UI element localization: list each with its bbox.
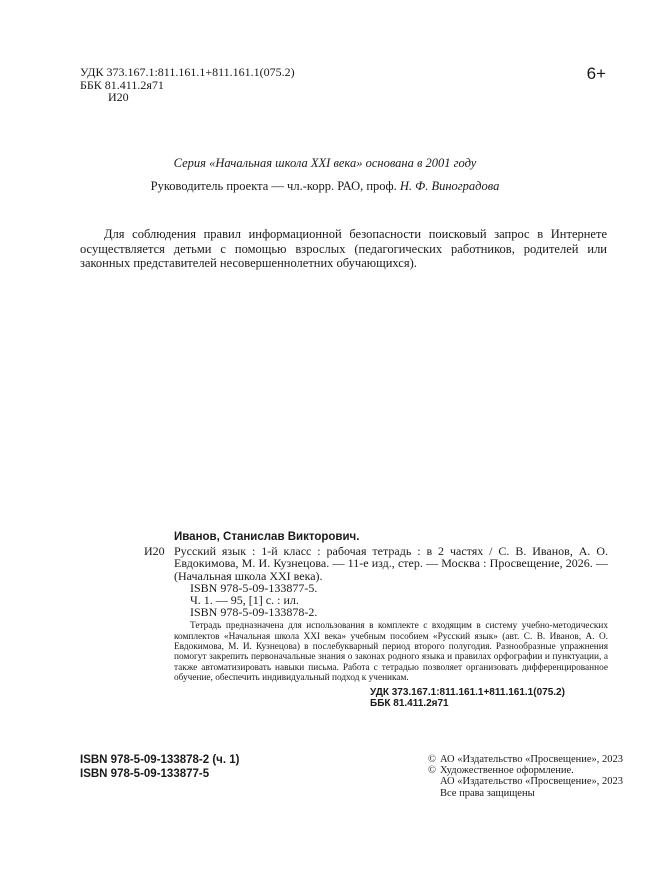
project-leader-prefix: Руководитель проекта — чл.-корр. РАО, проф. xyxy=(150,179,400,193)
copyright-symbol: © xyxy=(428,765,436,777)
age-rating-badge: 6+ xyxy=(586,64,606,83)
copyright-block xyxy=(428,754,623,799)
bib-part: Ч. 1. — 95, [1] с. : ил. xyxy=(190,593,299,608)
bibliographic-record xyxy=(144,531,608,709)
bib-author-code: И20 xyxy=(144,544,165,559)
safety-notice: Для соблюдения правил информационной безопасности поисковый запрос в Интернете осуществляется детьми с помощью взрослых (педагогических работников, родителей или законных представителей несовершеннолетних обучающихся). xyxy=(80,227,607,270)
classification-codes xyxy=(80,66,295,104)
bib-isbn-full: ISBN 978-5-09-133877-5. xyxy=(190,580,318,595)
isbn-list xyxy=(80,753,239,781)
copyright-symbol: © xyxy=(428,754,436,765)
bbk-code: ББК 81.411.2я71 xyxy=(80,77,164,92)
bib-annotation: Тетрадь предназначена для использования в комплекте с входящим в систему учебно-методических комплектов «Начальная школа XXI века» учебным пособием «Русский язык» (авт. С. В. Иванов, А. О. Евдокимова, М. И. Кузнецова) в послебукварный период второго полугодия. Разнообразные упражнения помогут закрепить первоначальные знания о законах родного языка и правилах орфографии и пунктуации, а также автоматизировать навыки письма. Работа с тетрадью позволяет организовать дифференцированное обучение, обеспечить индивидуальный подход к ученикам. xyxy=(174,621,608,683)
bib-udk: УДК 373.167.1:811.161.1+811.161.1(075.2) xyxy=(370,687,565,699)
series-line: Серия «Начальная школа XXI века» основана в 2001 году xyxy=(173,156,477,170)
author-mark: И20 xyxy=(108,90,129,104)
project-leader-name: Н. Ф. Виноградова xyxy=(399,179,500,193)
copyright-line-2: Художественное оформление. xyxy=(440,765,574,777)
bib-description-block xyxy=(144,545,608,582)
project-leader-line xyxy=(0,179,650,194)
isbn-part-1: ISBN 978-5-09-133878-2 (ч. 1) xyxy=(80,754,240,766)
bib-author: Иванов, Станислав Викторович. xyxy=(174,531,360,543)
bib-codes xyxy=(144,687,608,709)
udk-code: УДК 373.167.1:811.161.1+811.161.1(075.2) xyxy=(80,65,295,79)
isbn-full-set: ISBN 978-5-09-133877-5 xyxy=(80,768,210,780)
copyright-line-4: Все права защищены xyxy=(440,787,535,799)
bib-bbk: ББК 81.411.2я71 xyxy=(370,698,449,710)
copyright-line-3: АО «Издательство «Просвещение», 2023 xyxy=(440,776,624,788)
bib-isbn-part: ISBN 978-5-09-133878-2. xyxy=(190,605,318,620)
bib-description: Русский язык : 1-й класс : рабочая тетрадь : в 2 частях / С. В. Иванов, А. О. Евдокимова, М. И. Кузнецова. — 11-е изд., стер. — Москва : Просвещение, 2026. — (Начальная школа XXI века). xyxy=(174,544,608,583)
copyright-line-1: АО «Издательство «Просвещение», 2023 xyxy=(440,754,624,765)
